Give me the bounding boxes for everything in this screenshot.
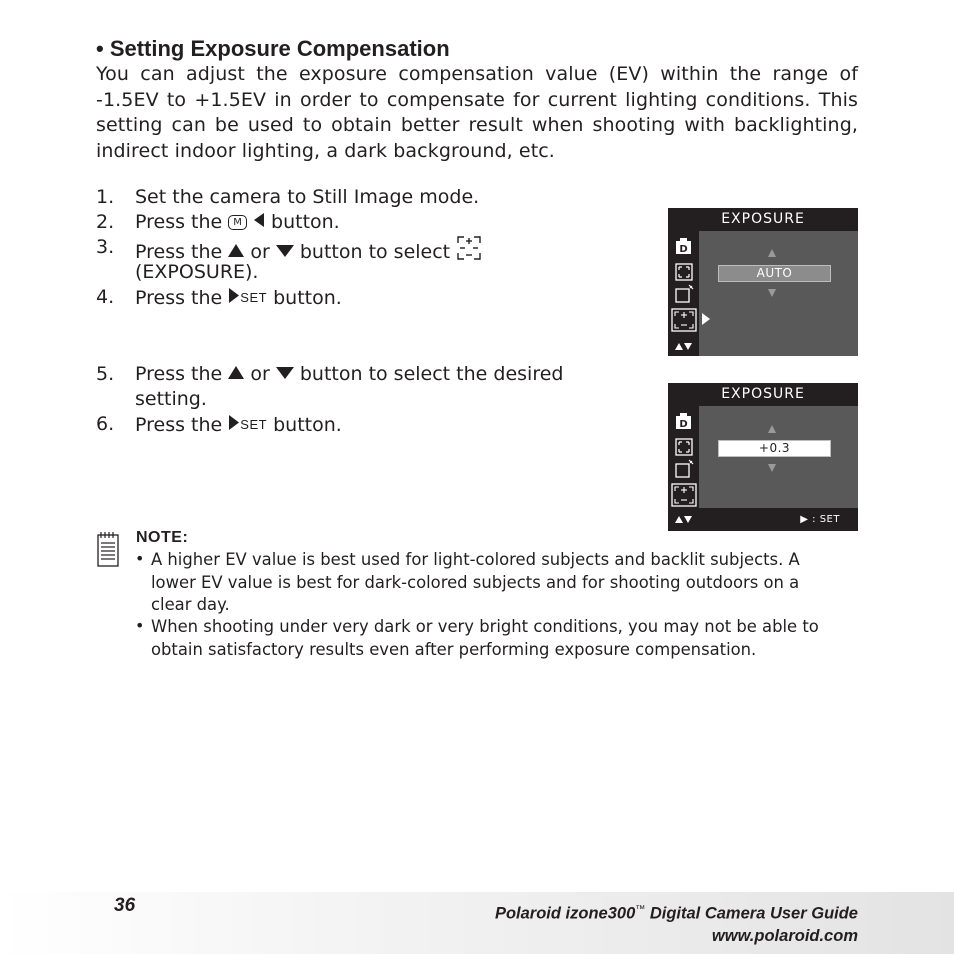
step-text: Press the — [135, 414, 223, 436]
step-text: (EXPOSURE). — [135, 261, 259, 283]
up-arrow-icon — [228, 366, 244, 379]
note-icon — [97, 531, 121, 567]
down-arrow-icon — [276, 367, 294, 379]
up-arrow-icon — [228, 244, 244, 257]
step-text-line — [135, 362, 563, 387]
screen-footer — [668, 508, 858, 531]
steps-list-1 — [96, 185, 656, 315]
screen-sidebar — [668, 231, 699, 356]
scroll-up-icon — [767, 424, 777, 434]
step-text: button. — [273, 414, 342, 436]
image-adjust-icon — [673, 284, 695, 304]
guide-title-suffix: Digital Camera User Guide — [645, 904, 858, 923]
step-number: 4. — [96, 286, 115, 308]
step-number: 6. — [96, 413, 115, 435]
exposure-icon — [671, 308, 697, 332]
step-text: Press the — [135, 363, 223, 385]
focus-icon — [673, 437, 695, 457]
step-text: button. — [273, 287, 342, 309]
left-arrow-icon — [253, 213, 265, 227]
note-bullet-icon: • — [135, 549, 145, 568]
right-arrow-icon — [228, 415, 240, 430]
step-text: Press the — [135, 241, 223, 263]
screen-title: EXPOSURE — [668, 383, 858, 406]
guide-title-text: Polaroid izone300 — [494, 904, 636, 923]
scroll-down-icon — [767, 288, 777, 298]
step-4 — [96, 285, 656, 310]
scroll-up-icon — [767, 248, 777, 258]
step-text-line — [135, 285, 342, 311]
down-arrow-icon — [276, 245, 294, 257]
exposure-value: +0.3 — [718, 440, 831, 457]
step-text: button. — [271, 211, 340, 233]
selection-arrow-icon — [701, 312, 711, 326]
focus-icon — [673, 262, 695, 282]
trademark-symbol: ™ — [635, 904, 646, 915]
note-item-2: When shooting under very dark or very bright conditions, you may not be able to obtain satisfactory results even after performing exposure compensation. — [151, 617, 819, 659]
guide-title — [495, 899, 858, 947]
camera-screen-auto — [668, 208, 858, 356]
step-5 — [96, 362, 656, 412]
step-number: 5. — [96, 363, 115, 385]
step-text: or — [250, 363, 270, 385]
scroll-down-icon — [767, 463, 777, 473]
still-image-icon — [673, 412, 695, 432]
step-text-line — [135, 210, 340, 235]
step-number: 3. — [96, 236, 115, 258]
note-bullet-icon: • — [135, 616, 145, 635]
exposure-icon — [456, 235, 482, 261]
guide-title-line — [495, 899, 858, 925]
image-adjust-icon — [673, 459, 695, 479]
camera-screen-value — [668, 383, 858, 531]
step-text: or — [250, 241, 270, 263]
step-2 — [96, 210, 656, 235]
note-item-1: A higher EV value is best used for light-colored subjects and backlit subjects. A lower EV value is best for dark-colored subjects and for shooting outdoors on a clear day. — [151, 550, 800, 615]
step-3 — [96, 235, 656, 285]
exposure-value: AUTO — [718, 265, 831, 282]
steps-list-2 — [96, 362, 656, 442]
step-6 — [96, 412, 656, 437]
website-url[interactable]: www.polaroid.com — [711, 926, 858, 945]
page-number: 36 — [114, 895, 136, 916]
menu-button-icon: M — [228, 215, 247, 230]
exposure-icon — [671, 483, 697, 507]
screen-sidebar — [668, 406, 699, 508]
note-heading: NOTE: — [136, 529, 189, 546]
section-heading: • Setting Exposure Compensation — [96, 36, 450, 61]
svg-text:D: D — [679, 244, 688, 255]
right-arrow-icon — [228, 288, 240, 303]
still-image-icon — [673, 237, 695, 257]
set-button-label: SET — [240, 417, 268, 432]
set-hint: ▶ : SET — [800, 514, 840, 525]
step-text: Press the — [135, 211, 223, 233]
svg-text:D: D — [679, 419, 688, 430]
step-1 — [96, 185, 656, 210]
step-number: 2. — [96, 211, 115, 233]
step-text: Press the — [135, 287, 223, 309]
step-text-line — [135, 412, 342, 438]
set-button-label: SET — [240, 290, 268, 305]
intro-paragraph: You can adjust the exposure compensation value (EV) within the range of -1.5EV to +1.5EV in order to compensate for current lighting conditions. This setting can be used to obtain better result when shooting with backlighting, indirect indoor lighting, a dark background, etc. — [96, 63, 858, 162]
up-down-arrows-icon — [673, 512, 695, 528]
step-number: 1. — [96, 186, 115, 208]
up-down-arrows-icon — [673, 337, 695, 357]
step-text: setting. — [135, 388, 207, 410]
step-text: button to select — [299, 241, 451, 263]
screen-title: EXPOSURE — [668, 208, 858, 231]
step-text: Set the camera to Still Image mode. — [135, 186, 480, 208]
step-text: button to select the desired — [299, 363, 564, 385]
